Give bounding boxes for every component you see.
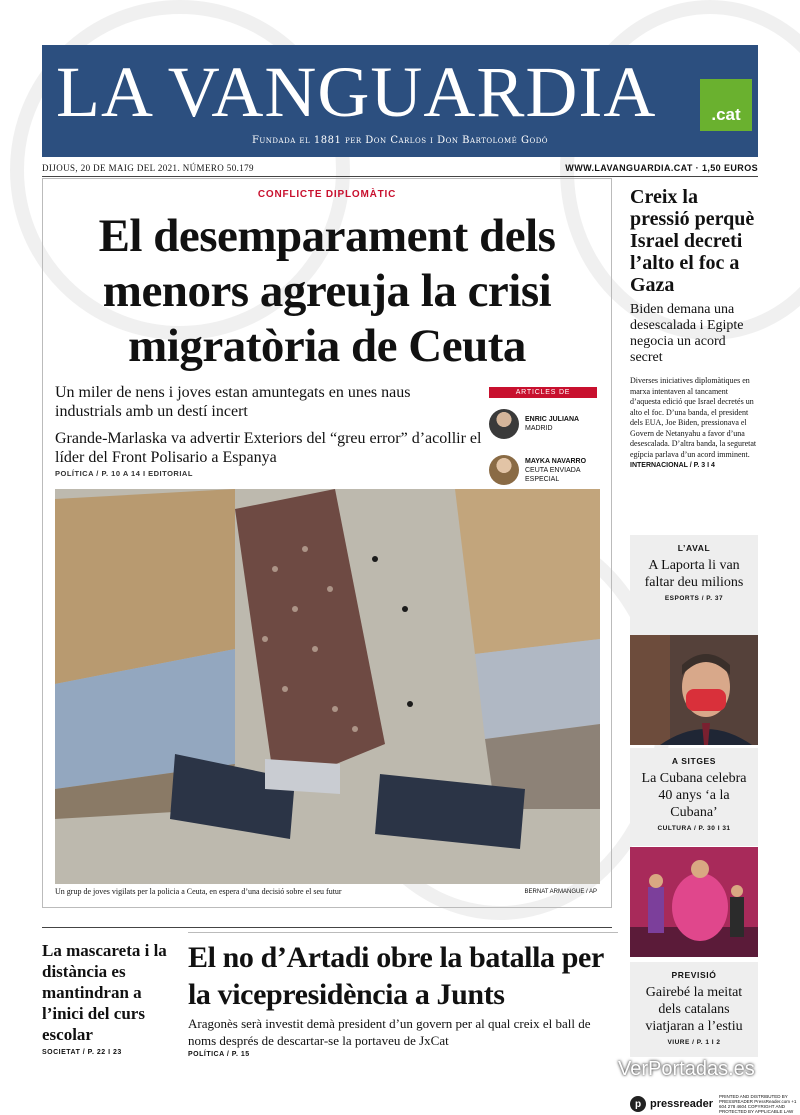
lead-story	[42, 178, 612, 908]
masthead-founded: Fundada el 1881 per Don Carlos i Don Bartolomé Godó	[251, 135, 549, 146]
lead-kicker: CONFLICTE DIPLOMÀTIC	[257, 189, 397, 200]
side-body-text: Diverses iniciatives diplomàtiques en marxa intentaven al tancament d’aquesta edició que Israel decretés un alto el foc. D’una banda, el president dels EUA, Joe Biden, pressionava el Govern de Netanyahu a favor d’una desescalada. D’altra banda, la seguretat egípcia parlava d’un acord imminent.	[630, 376, 757, 459]
photo-caption: Un grup de joves vigilats per la policia a Ceuta, en espera d’una decisió sobre el seu futur	[55, 887, 342, 896]
stage-illustration	[630, 847, 758, 957]
pressreader-badge[interactable]	[630, 1093, 800, 1115]
side-headline[interactable]: Creix la pressió perquè Israel decreti l’alto el foc a Gaza	[630, 186, 755, 296]
promo-previsio[interactable]	[630, 962, 758, 1057]
promo-laporta[interactable]	[630, 535, 758, 635]
author-avatar	[489, 455, 519, 485]
promo-title: La Cubana celebra 40 anys ‘a la Cubana’	[641, 771, 747, 820]
promo-label: L’AVAL	[677, 543, 711, 553]
side-section-ref: INTERNACIONAL / P. 3 I 4	[630, 462, 715, 469]
lead-photo[interactable]	[55, 489, 600, 884]
author-place: MADRID	[525, 425, 553, 432]
articles-label: ARTICLES DE	[489, 387, 597, 398]
website-price: WWW.LAVANGUARDIA.CAT · 1,50 EUROS	[565, 163, 758, 173]
promo-title: Gairebé la meitat dels catalans viatjaran a l’estiu	[645, 985, 743, 1034]
site-watermark: VerPortadas.es	[618, 1058, 755, 1080]
promo-photo-cubana[interactable]	[630, 847, 758, 957]
promo-title: A Laporta li van faltar deu milions	[644, 558, 744, 590]
masthead-domain-badge: .cat	[700, 79, 752, 131]
story-mascareta	[42, 940, 174, 1056]
promo-section-ref: ESPORTS / P. 37	[664, 595, 724, 602]
divider	[42, 927, 612, 928]
date-issue: DIJOUS, 20 DE MAIG DEL 2021. NÚMERO 50.179	[42, 163, 254, 173]
story-artadi	[188, 932, 618, 1058]
author-item[interactable]	[489, 450, 597, 490]
story-subheadline: Aragonès serà investit demà president d’un govern per al qual creix el ball de noms després de descartar-se la portaveu de JxCat	[188, 1016, 591, 1048]
story-headline[interactable]: El no d’Artadi obre la batalla per la vicepresidència a Junts	[188, 941, 604, 1011]
promo-cubana[interactable]	[630, 748, 758, 846]
side-subheadline: Biden demana una desescalada i Egipte negocia un acord secret	[630, 302, 744, 365]
side-story	[630, 186, 758, 472]
pressreader-name: pressreader	[650, 1098, 713, 1110]
photo-credit: BERNAT ARMANGUE / AP	[524, 889, 597, 895]
aerial-photo-illustration	[55, 489, 600, 884]
dateline	[42, 163, 758, 173]
promo-label: A SITGES	[671, 756, 717, 766]
author-avatar	[489, 409, 519, 439]
divider	[42, 176, 758, 177]
promo-photo-laporta[interactable]	[630, 635, 758, 745]
masthead-title: LA VANGUARDIA	[56, 52, 657, 132]
story-section-ref: POLÍTICA / P. 15	[188, 1051, 250, 1058]
promo-section-ref: VIURE / P. 1 I 2	[667, 1039, 721, 1046]
author-item[interactable]	[489, 404, 597, 444]
pressreader-logo-icon: p	[630, 1096, 646, 1112]
masthead	[42, 45, 758, 157]
promo-section-ref: CULTURA / P. 30 I 31	[657, 825, 731, 832]
portrait-illustration	[630, 635, 758, 745]
articles-box	[489, 387, 597, 490]
author-name: ENRIC JULIANA	[525, 416, 580, 423]
story-section-ref: SOCIETAT / P. 22 I 23	[42, 1049, 122, 1056]
lead-section-ref: POLÍTICA / P. 10 A 14 I EDITORIAL	[55, 469, 193, 478]
author-name: MAYKA NAVARRO	[525, 457, 587, 465]
lead-headline[interactable]: El desemparament dels menors agreuja la crisi migratòria de Ceuta	[98, 210, 556, 372]
pressreader-info: PRINTED AND DISTRIBUTED BY PRESSREADER PressReader.com +1 604 278 4604 COPYRIGHT AND PROTECTED BY APPLICABLE LAW	[719, 1094, 797, 1114]
story-headline[interactable]: La mascareta i la distància es mantindran a l’inici del curs escolar	[42, 941, 167, 1044]
promo-label: PREVISIÓ	[671, 970, 717, 980]
lead-subheadline-1: Un miler de nens i joves estan amuntegats en unes naus industrials amb un destí incert	[55, 384, 411, 420]
lead-subheadline-2: Grande-Marlaska va advertir Exteriors del “greu error” d’acollir el líder del Front Polisario a Espanya	[55, 430, 482, 466]
author-place: CEUTA ENVIADA ESPECIAL	[525, 466, 581, 483]
